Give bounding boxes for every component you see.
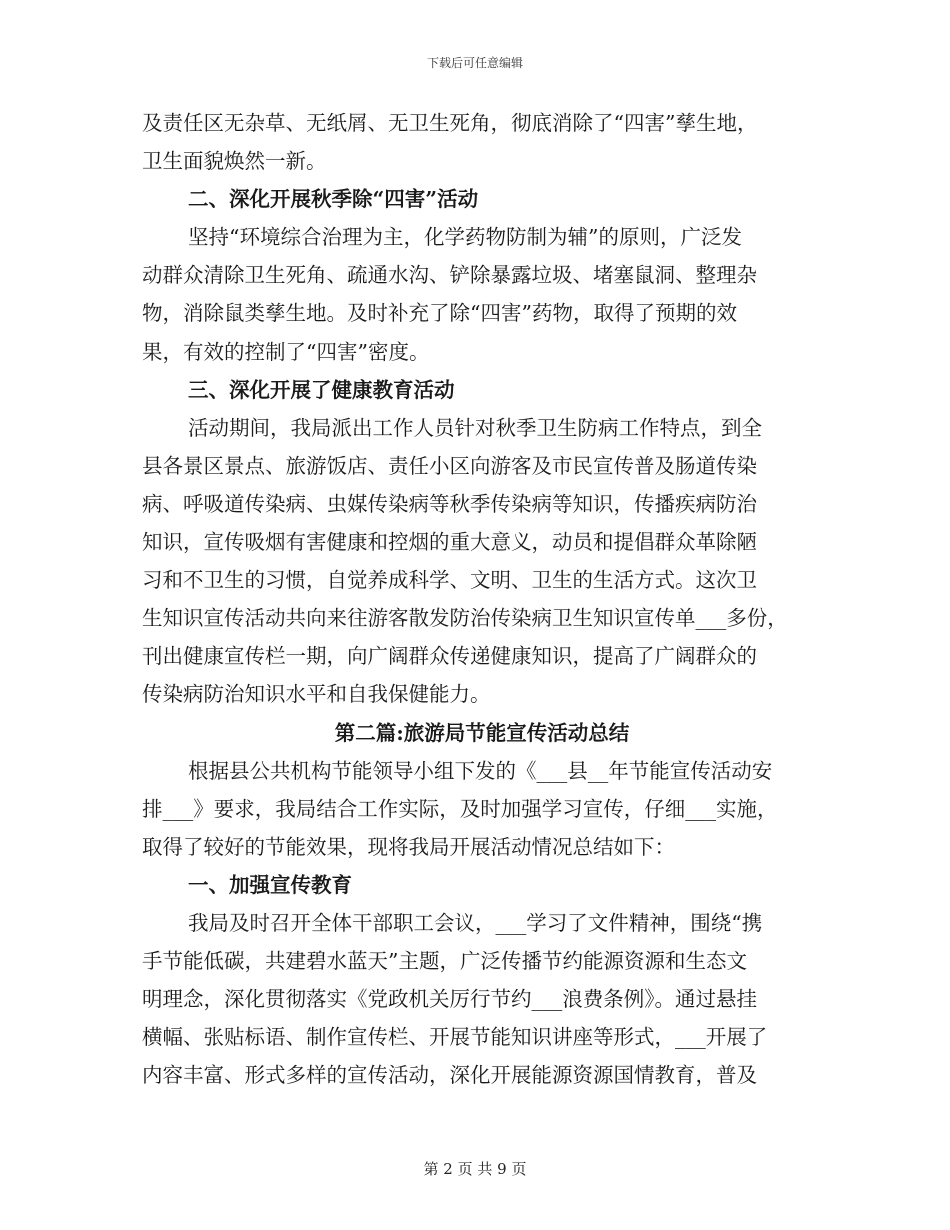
text-line: 卫生面貌焕然一新。 [142,149,327,174]
text-line: 我局及时召开全体干部职工会议，___学习了文件精神，围绕“携 [188,910,763,935]
section-heading: 三、深化开展了健康教育活动 [188,377,455,402]
section-heading: 二、深化开展秋季除“四害”活动 [188,187,479,212]
page-number: 第 2 页 共 9 页 [423,1160,527,1178]
text-line: 明理念，深化贯彻落实《党政机关厉行节约___浪费条例》。通过悬挂 [142,987,757,1012]
document-body [142,104,822,1094]
text-line: 排___》要求，我局结合工作实际，及时加强学习宣传，仔细___实施， [142,796,778,821]
text-line: 动群众清除卫生死角、疏通水沟、铲除暴露垃圾、堵塞鼠洞、整理杂 [142,263,757,288]
text-line: 传染病防治知识水平和自我保健能力。 [142,682,491,707]
page-header-note: 下载后可任意编辑 [426,56,523,70]
text-line: 刊出健康宣传栏一期，向广阔群众传递健康知识，提高了广阔群众的 [142,644,757,669]
text-line: 横幅、张贴标语、制作宣传栏、开展节能知识讲座等形式，___开展了 [142,1025,768,1050]
text-line: 物，消除鼠类孳生地。及时补充了除“四害”药物，取得了预期的效 [142,301,737,326]
text-line: 取得了较好的节能效果，现将我局开展活动情况总结如下： [142,834,675,859]
text-line: 果，有效的控制了“四害”密度。 [142,339,430,364]
text-line: 县各景区景点、旅游饭店、责任小区向游客及市民宣传普及肠道传染 [142,453,757,478]
text-line: 知识，宣传吸烟有害健康和控烟的重大意义，动员和提倡群众革除陋 [142,530,757,555]
text-line: 活动期间，我局派出工作人员针对秋季卫生防病工作特点，到全 [188,415,762,440]
text-line: 坚持“环境综合治理为主，化学药物防制为辅”的原则，广泛发 [188,225,742,250]
text-line: 手节能低碳，共建碧水蓝天”主题，广泛传播节约能源资源和生态文 [142,949,747,974]
text-line: 习和不卫生的习惯，自觉养成科学、文明、卫生的生活方式。这次卫 [142,568,757,593]
text-line: 病、呼吸道传染病、虫媒传染病等秋季传染病等知识，传播疾病防治 [142,491,757,516]
text-line: 生知识宣传活动共向来往游客散发防治传染病卫生知识宣传单___多份， [142,606,788,631]
text-line: 内容丰富、形式多样的宣传活动，深化开展能源资源国情教育，普及 [142,1063,757,1088]
chapter-title: 第二篇:旅游局节能宣传活动总结 [334,720,630,745]
text-line: 根据县公共机构节能领导小组下发的《___县__年节能宣传活动安 [188,758,773,783]
text-line: 及责任区无杂草、无纸屑、无卫生死角，彻底消除了“四害”孳生地， [142,111,758,135]
section-heading: 一、加强宣传教育 [188,872,352,897]
